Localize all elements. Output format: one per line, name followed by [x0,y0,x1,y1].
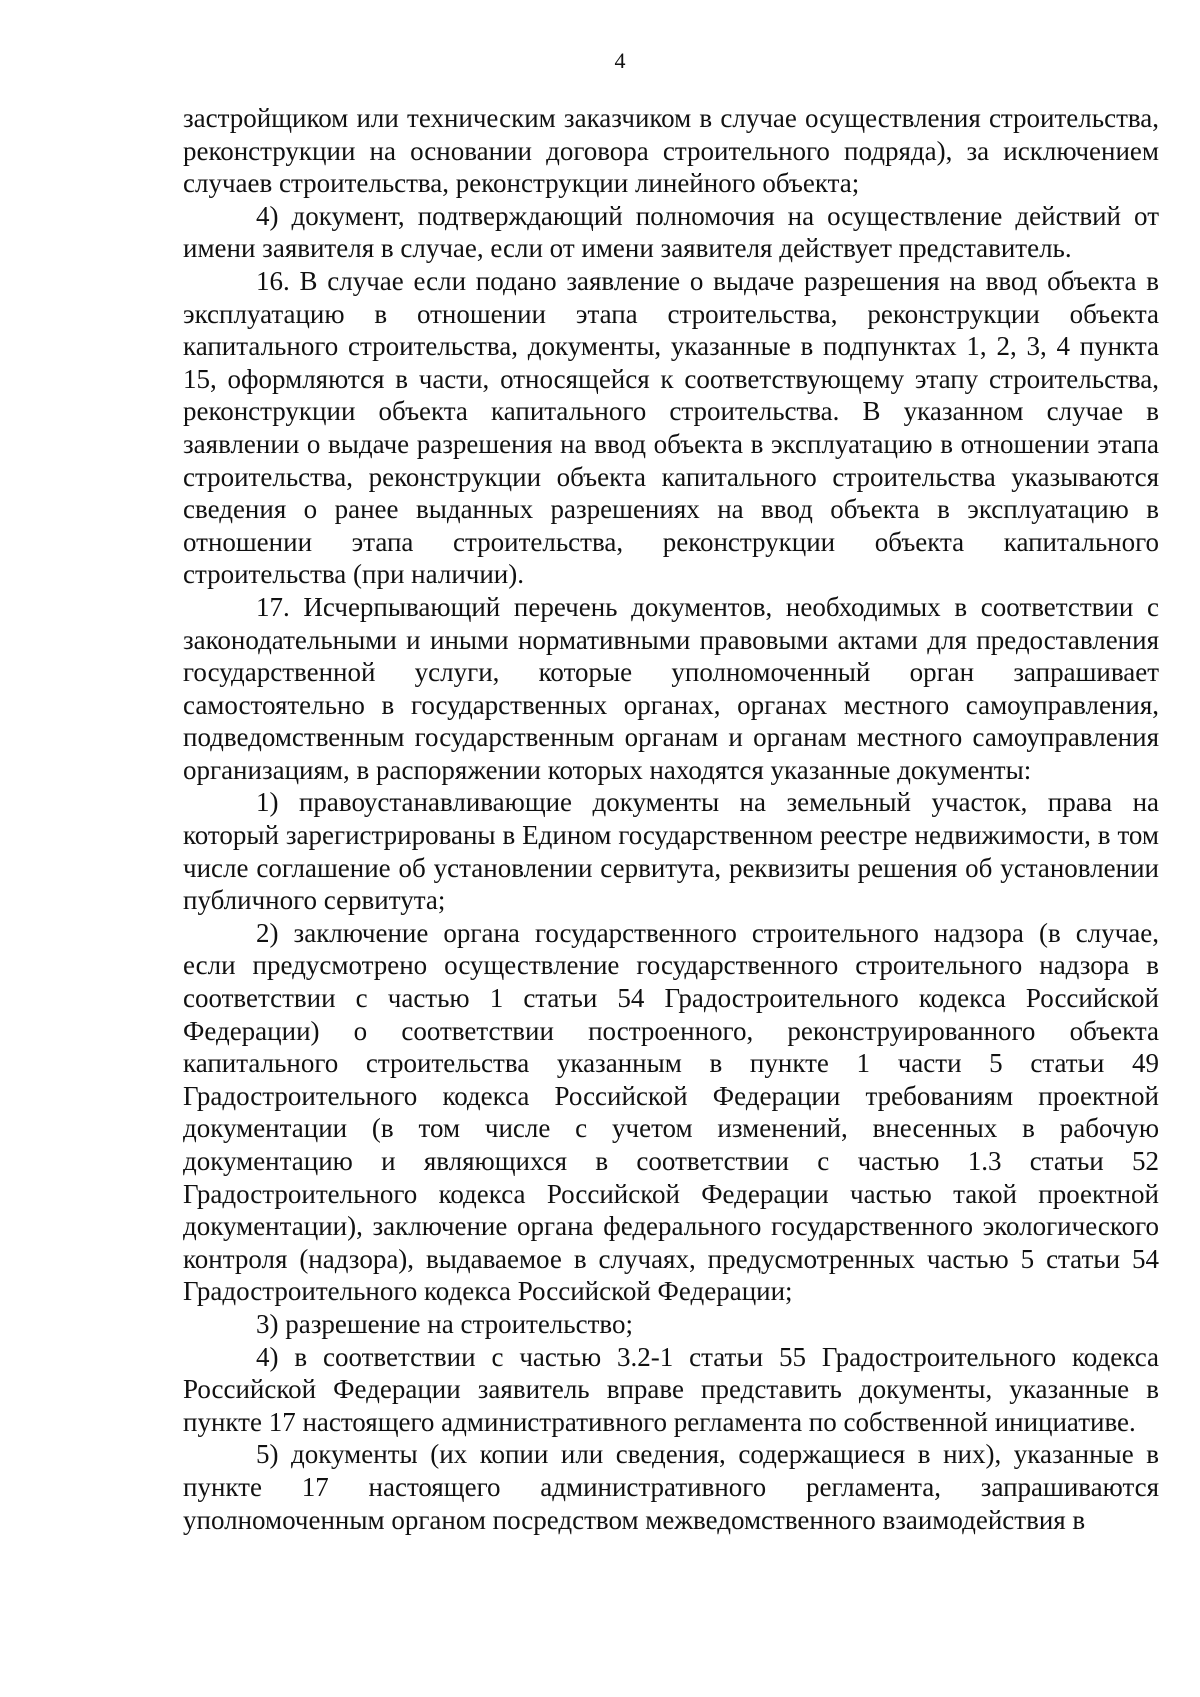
paragraph-item-1-land-documents: 1) правоустанавливающие документы на земельный участок, права на который зарегистрированы в Едином государственном реестре недвижимости, в том числе соглашение об установлении сервитута, реквизиты решения об установлении публичного сервитута; [183,787,1159,916]
paragraph-item-4-authority-document: 4) документ, подтверждающий полномочия на осуществление действий от имени заявителя в случае, если от имени заявителя действует представитель. [183,200,1159,264]
paragraph-clause-17: 17. Исчерпывающий перечень документов, необходимых в соответствии с законодательными и иными нормативными правовыми актами для предоставления государственной услуги, которые уполномоченный орган запрашивает самостоятельно в государственных органах, органах местного самоуправления, подведомственным государственным органам и органам местного самоуправления организациям, в распоряжении которых находятся указанные документы: [183,591,1159,785]
page-number: 4 [614,48,626,73]
paragraph-clause-16: 16. В случае если подано заявление о выдаче разрешения на ввод объекта в эксплуатацию в отношении этапа строительства, реконструкции объекта капитального строительства, документы, указанные в подпунктах 1, 2, 3, 4 пункта 15, оформляются в части, относящейся к соответствующему этапу строительства, реконструкции объекта капитального строительства. В указанном случае в заявлении о выдаче разрешения на ввод объекта в эксплуатацию в отношении этапа строительства, реконструкции объекта капитального строительства указываются сведения о ранее выданных разрешениях на ввод объекта в эксплуатацию в отношении этапа строительства, реконструкции объекта капитального строительства (при наличии). [183,265,1159,590]
paragraph-applicant-continuation: застройщиком или техническим заказчиком в случае осуществления строительства, реконструкции на основании договора строительного подряда), за исключением случаев строительства, реконструкции линейного объекта; [183,103,1159,199]
paragraph-item-4-own-initiative: 4) в соответствии с частью 3.2-1 статьи 55 Градостроительного кодекса Российской Федерации заявитель вправе представить документы, указанные в пункте 17 настоящего административного регламента по собственной инициативе. [183,1341,1159,1437]
paragraph-item-5-interagency-request: 5) документы (их копии или сведения, содержащиеся в них), указанные в пункте 17 настоящего административного регламента, запрашиваются уполномоченным органом посредством межведомственного взаимодействия в [183,1439,1159,1535]
paragraph-item-2-supervision-conclusion: 2) заключение органа государственного строительного надзора (в случае, если предусмотрено осуществление государственного строительного надзора в соответствии с частью 1 статьи 54 Градостроительного кодекса Российской Федерации) о соответствии построенного, реконструированного объекта капитального строительства указанным в пункте 1 части 5 статьи 49 Градостроительного кодекса Российской Федерации требованиям проектной документации (в том числе с учетом изменений, внесенных в рабочую документацию и являющихся в соответствии с частью 1.3 статьи 52 Градостроительного кодекса Российской Федерации частью такой проектной документации), заключение органа федерального государственного экологического контроля (надзора), выдаваемое в случаях, предусмотренных частью 5 статьи 54 Градостроительного кодекса Российской Федерации; [183,917,1159,1307]
paragraph-item-3-building-permit: 3) разрешение на строительство; [256,1308,633,1339]
document-body [183,102,1159,1536]
